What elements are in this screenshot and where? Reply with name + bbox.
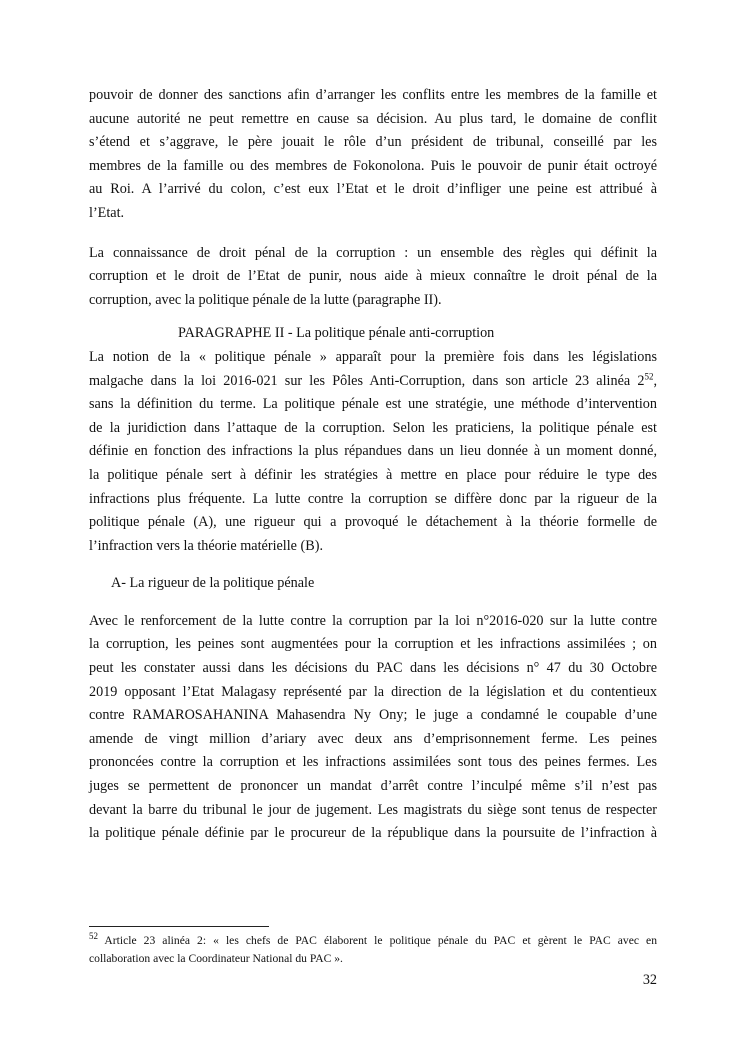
text-line: amende de vingt million d’ariary avec deux ans d’emprisonnement ferme. Les peines [89, 730, 657, 747]
text-line: devant la barre du tribunal le jour de jugement. Les magistrats du siège sont tenus de respecter [89, 801, 657, 818]
text-line: sans la définition du terme. La politique pénale est une stratégie, une méthode d’intervention [89, 396, 657, 413]
text-line: contre RAMAROSAHANINA Mahasendra Ny Ony; le juge a condamné le coupable d’une [89, 707, 657, 724]
text-line: 2019 opposant l’Etat Malagasy représenté par la direction de la législation et du contentieux [89, 683, 657, 700]
text-line: l’infraction vers la théorie matérielle (B). [89, 537, 323, 554]
text-line: membres de la famille ou des membres de Fokonolona. Puis le pouvoir de punir était octroyé [89, 157, 657, 174]
paragraph-2 [89, 242, 657, 313]
page-number: 32 [642, 972, 657, 988]
section-heading: PARAGRAPHE II - La politique pénale anti-corruption [178, 325, 495, 342]
subsection-heading: A- La rigueur de la politique pénale [111, 575, 315, 592]
text-line: la corruption, les peines sont augmentées pour la corruption et les infractions assimilées ; on [89, 636, 657, 653]
footnote-reference: 52 [644, 370, 654, 381]
text-line [89, 370, 657, 394]
text-run: , [653, 372, 657, 389]
text-line: définie en fonction des infractions la plus répandues dans un lieu donnée à un moment donné, [89, 443, 657, 460]
footnote-number: 52 [89, 931, 98, 942]
text-line: s’étend et s’aggrave, le père jouait le rôle d’un président de tribunal, conseillé par les [89, 134, 657, 151]
text-line: corruption, avec la politique pénale de la lutte (paragraphe II). [89, 291, 442, 308]
paragraph-3 [89, 346, 657, 558]
text-line: infractions plus fréquente. La lutte contre la corruption se diffère donc par la rigueur de la [89, 490, 657, 507]
text-run: malgache dans la loi 2016-021 sur les Pôles Anti-Corruption, dans son article 23 alinéa 2 [89, 372, 645, 389]
paragraph-1 [89, 84, 657, 226]
text-run: Article 23 alinéa 2: « les chefs de PAC élaborent le politique pénale du PAC et gèrent le PAC avec en [98, 934, 657, 947]
text-line: la politique pénale sert à définir les stratégies à mettre en place pour réduire le type des [89, 466, 657, 483]
text-line: prononcées contre la corruption et les infractions assimilées sont tous des peines fermes. Les [89, 754, 657, 771]
text-line: corruption et le droit de l’Etat de punir, nous aide à mieux connaître le droit pénal de la [89, 268, 657, 285]
text-line: de la juridiction dans l’attaque de la corruption. Selon les praticiens, la politique pénale est [89, 419, 657, 436]
footnote-line: collaboration avec la Coordinateur National du PAC ». [89, 952, 343, 965]
text-line: la politique pénale définie par le procureur de la république dans la poursuite de l’infraction à [89, 825, 657, 842]
footnote-separator [89, 926, 269, 927]
text-line: politique pénale (A), une rigueur qui a provoqué le détachement à la théorie formelle de [89, 514, 657, 531]
page-body [89, 84, 657, 846]
text-line: au Roi. A l’arrivé du colon, c’est eux l’Etat et le droit d’infliger une peine est attribué à [89, 181, 657, 198]
text-line: La connaissance de droit pénal de la corruption : un ensemble des règles qui définit la [89, 244, 657, 261]
text-line: l’Etat. [89, 204, 125, 221]
text-line: Avec le renforcement de la lutte contre la corruption par la loi n°2016-020 sur la lutte contre [89, 612, 657, 629]
text-line: peut les constater aussi dans les décisions du PAC dans les décisions n° 47 du 30 Octobre [89, 660, 657, 677]
text-line: juges se permettent de prononcer un mandat d’arrêt contre l’inculpé même s’il n’est pas [89, 778, 657, 795]
text-line: pouvoir de donner des sanctions afin d’arranger les conflits entre les membres de la famille et [89, 87, 657, 103]
footnote [89, 932, 657, 968]
paragraph-4 [89, 610, 657, 846]
text-line: La notion de la « politique pénale » apparaît pour la première fois dans les législations [89, 348, 657, 365]
text-line: aucune autorité ne peut remettre en cause sa décision. Au plus tard, le domaine de conflit [89, 110, 657, 127]
footnote-line [89, 932, 657, 950]
